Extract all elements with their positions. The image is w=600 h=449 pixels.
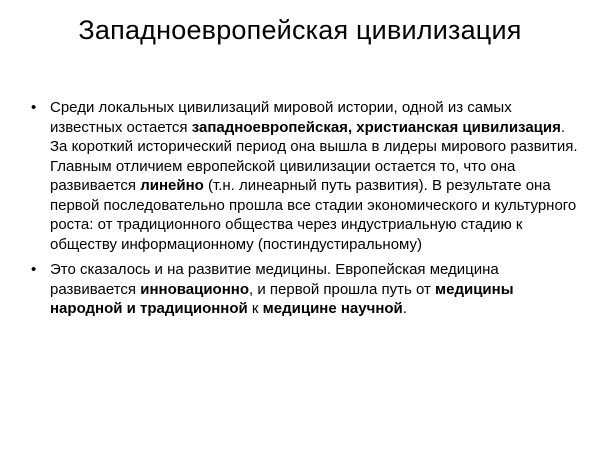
- list-item: [24, 98, 580, 254]
- page-title: Западноевропейская цивилизация: [78, 15, 522, 45]
- bullet-text-2: Это сказалось и на развитие медицины. Европейская медицина развивается инновационно, и первой прошла путь от медицины народной и традиционной к медицине научной.: [50, 261, 514, 317]
- list-item: [24, 260, 580, 319]
- bullet-marker: •: [31, 99, 37, 116]
- bullet-text-1: Среди локальных цивилизаций мировой истории, одной из самых известных остается западноевропейская, христианская цивилизация. За короткий исторический период она вышла в лидеры мирового развития. Главным отличием европейской цивилизации остается то, что она развивается линейно (т.н. линеарный путь развития). В результате она первой последовательно прошла все стадии экономического и культурного роста: от традиционного общества через индустриальную стадию к обществу информационному (постиндустиральному): [50, 99, 578, 253]
- bullet-marker: •: [31, 261, 37, 278]
- bullet-list: [24, 98, 580, 325]
